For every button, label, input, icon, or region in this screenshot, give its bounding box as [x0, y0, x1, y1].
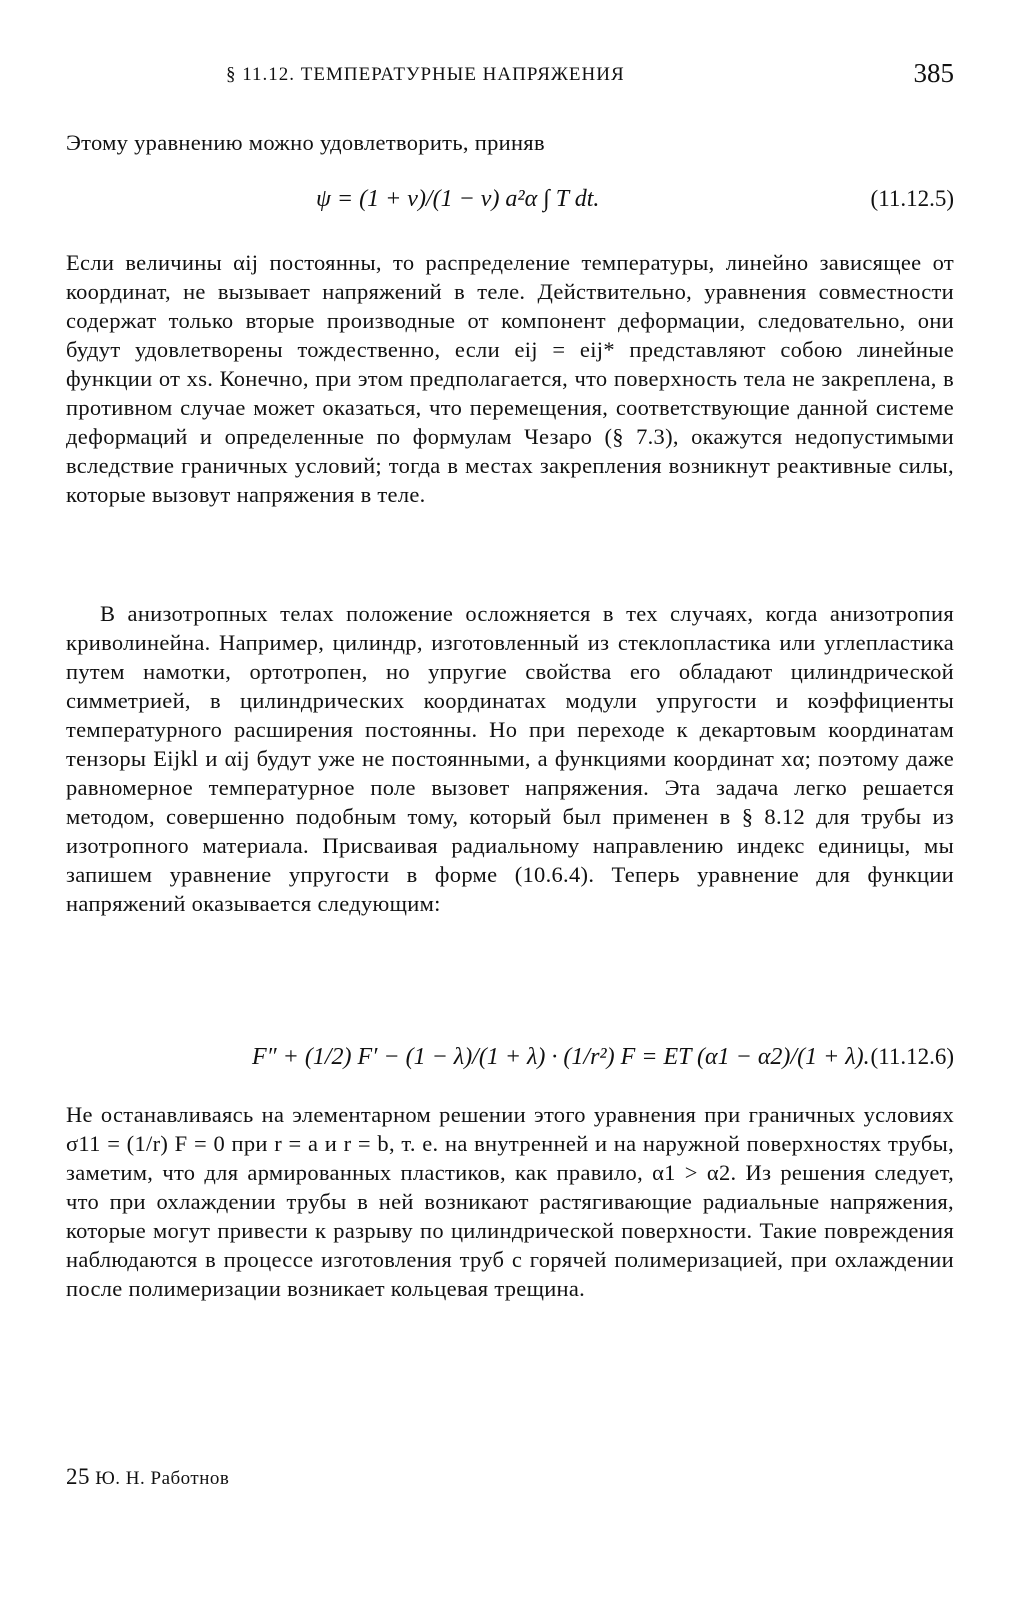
equation-11-12-6 [66, 1028, 954, 1086]
section-title: § 11.12. ТЕМПЕРАТУРНЫЕ НАПРЯЖЕНИЯ [226, 64, 625, 85]
signature-mark: 25 [66, 1464, 90, 1489]
author-name: Ю. Н. Работнов [95, 1468, 230, 1489]
equation-formula: ψ = (1 + ν)/(1 − ν) a²α ∫ T dt. [316, 186, 600, 212]
equation-number: (11.12.5) [870, 186, 954, 211]
equation-number: (11.12.6) [870, 1044, 954, 1069]
paragraph: Не останавливаясь на элементарном решении этого уравнения при граничных условиях σ11 = (1/r) F = 0 при r = a и r = b, т. е. на внутренней и на наружной поверхностях трубы, заметим, что для армированных пластиков, как правило, α1 > α2. Из решения следует, что при охлаждении трубы в ней возникают растягивающие радиальные напряжения, которые могут привести к разрыву по цилиндрической поверхности. Такие повреждения наблюдаются в процессе изготовления труб с горячей полимеризацией, при охлаждении после полимеризации возникает кольцевая трещина. [66, 1102, 954, 1301]
page-number: 385 [913, 58, 954, 88]
paragraph: В анизотропных телах положение осложняется в тех случаях, когда анизотропия криволинейна. Например, цилиндр, изготовленный из стеклопластика или углепластика путем намотки, ортотропен, но упругие свойства его обладают цилиндрической симметрией, в цилиндрических координатах модули упругости и коэффициенты температурного расширения постоянны. Но при переходе к декартовым координатам тензоры Eijkl и αij будут уже не постоянными, а функциями координат xα; поэтому даже равномерное температурное поле вызовет напряжения. Эта задача легко решается методом, совершенно подобным тому, который был применен в § 8.12 для трубы из изотропного материала. Присваивая радиальному направлению индекс единицы, мы запишем уравнение упругости в форме (10.6.4). Теперь уравнение для функции напряжений оказывается следующим: [66, 601, 954, 916]
book-page [66, 58, 954, 1578]
intro-line: Этому уравнению можно удовлетворить, приняв [66, 130, 545, 155]
paragraph: Если величины αij постоянны, то распределение температуры, линейно зависящее от координат, не вызывает напряжений в теле. Действительно, уравнения совместности содержат только вторые производные от компонент деформации, следовательно, они будут удовлетворены тождественно, если eij = eij* представляют собою линейные функции от xs. Конечно, при этом предполагается, что поверхность тела не закреплена, в противном случае может оказаться, что перемещения, соответствующие данной системе деформаций и определенные по формулам Чезаро (§ 7.3), окажутся недопустимыми вследствие граничных условий; тогда в местах закрепления возникнут реактивные силы, которые вызовут напряжения в теле. [66, 250, 954, 507]
equation-formula: F″ + (1/2) F′ − (1 − λ)/(1 + λ) · (1/r²) F = ET (α1 − α2)/(1 + λ). [252, 1044, 870, 1070]
running-head [66, 58, 954, 98]
equation-11-12-5 [66, 170, 954, 228]
page-footer [66, 1464, 229, 1490]
